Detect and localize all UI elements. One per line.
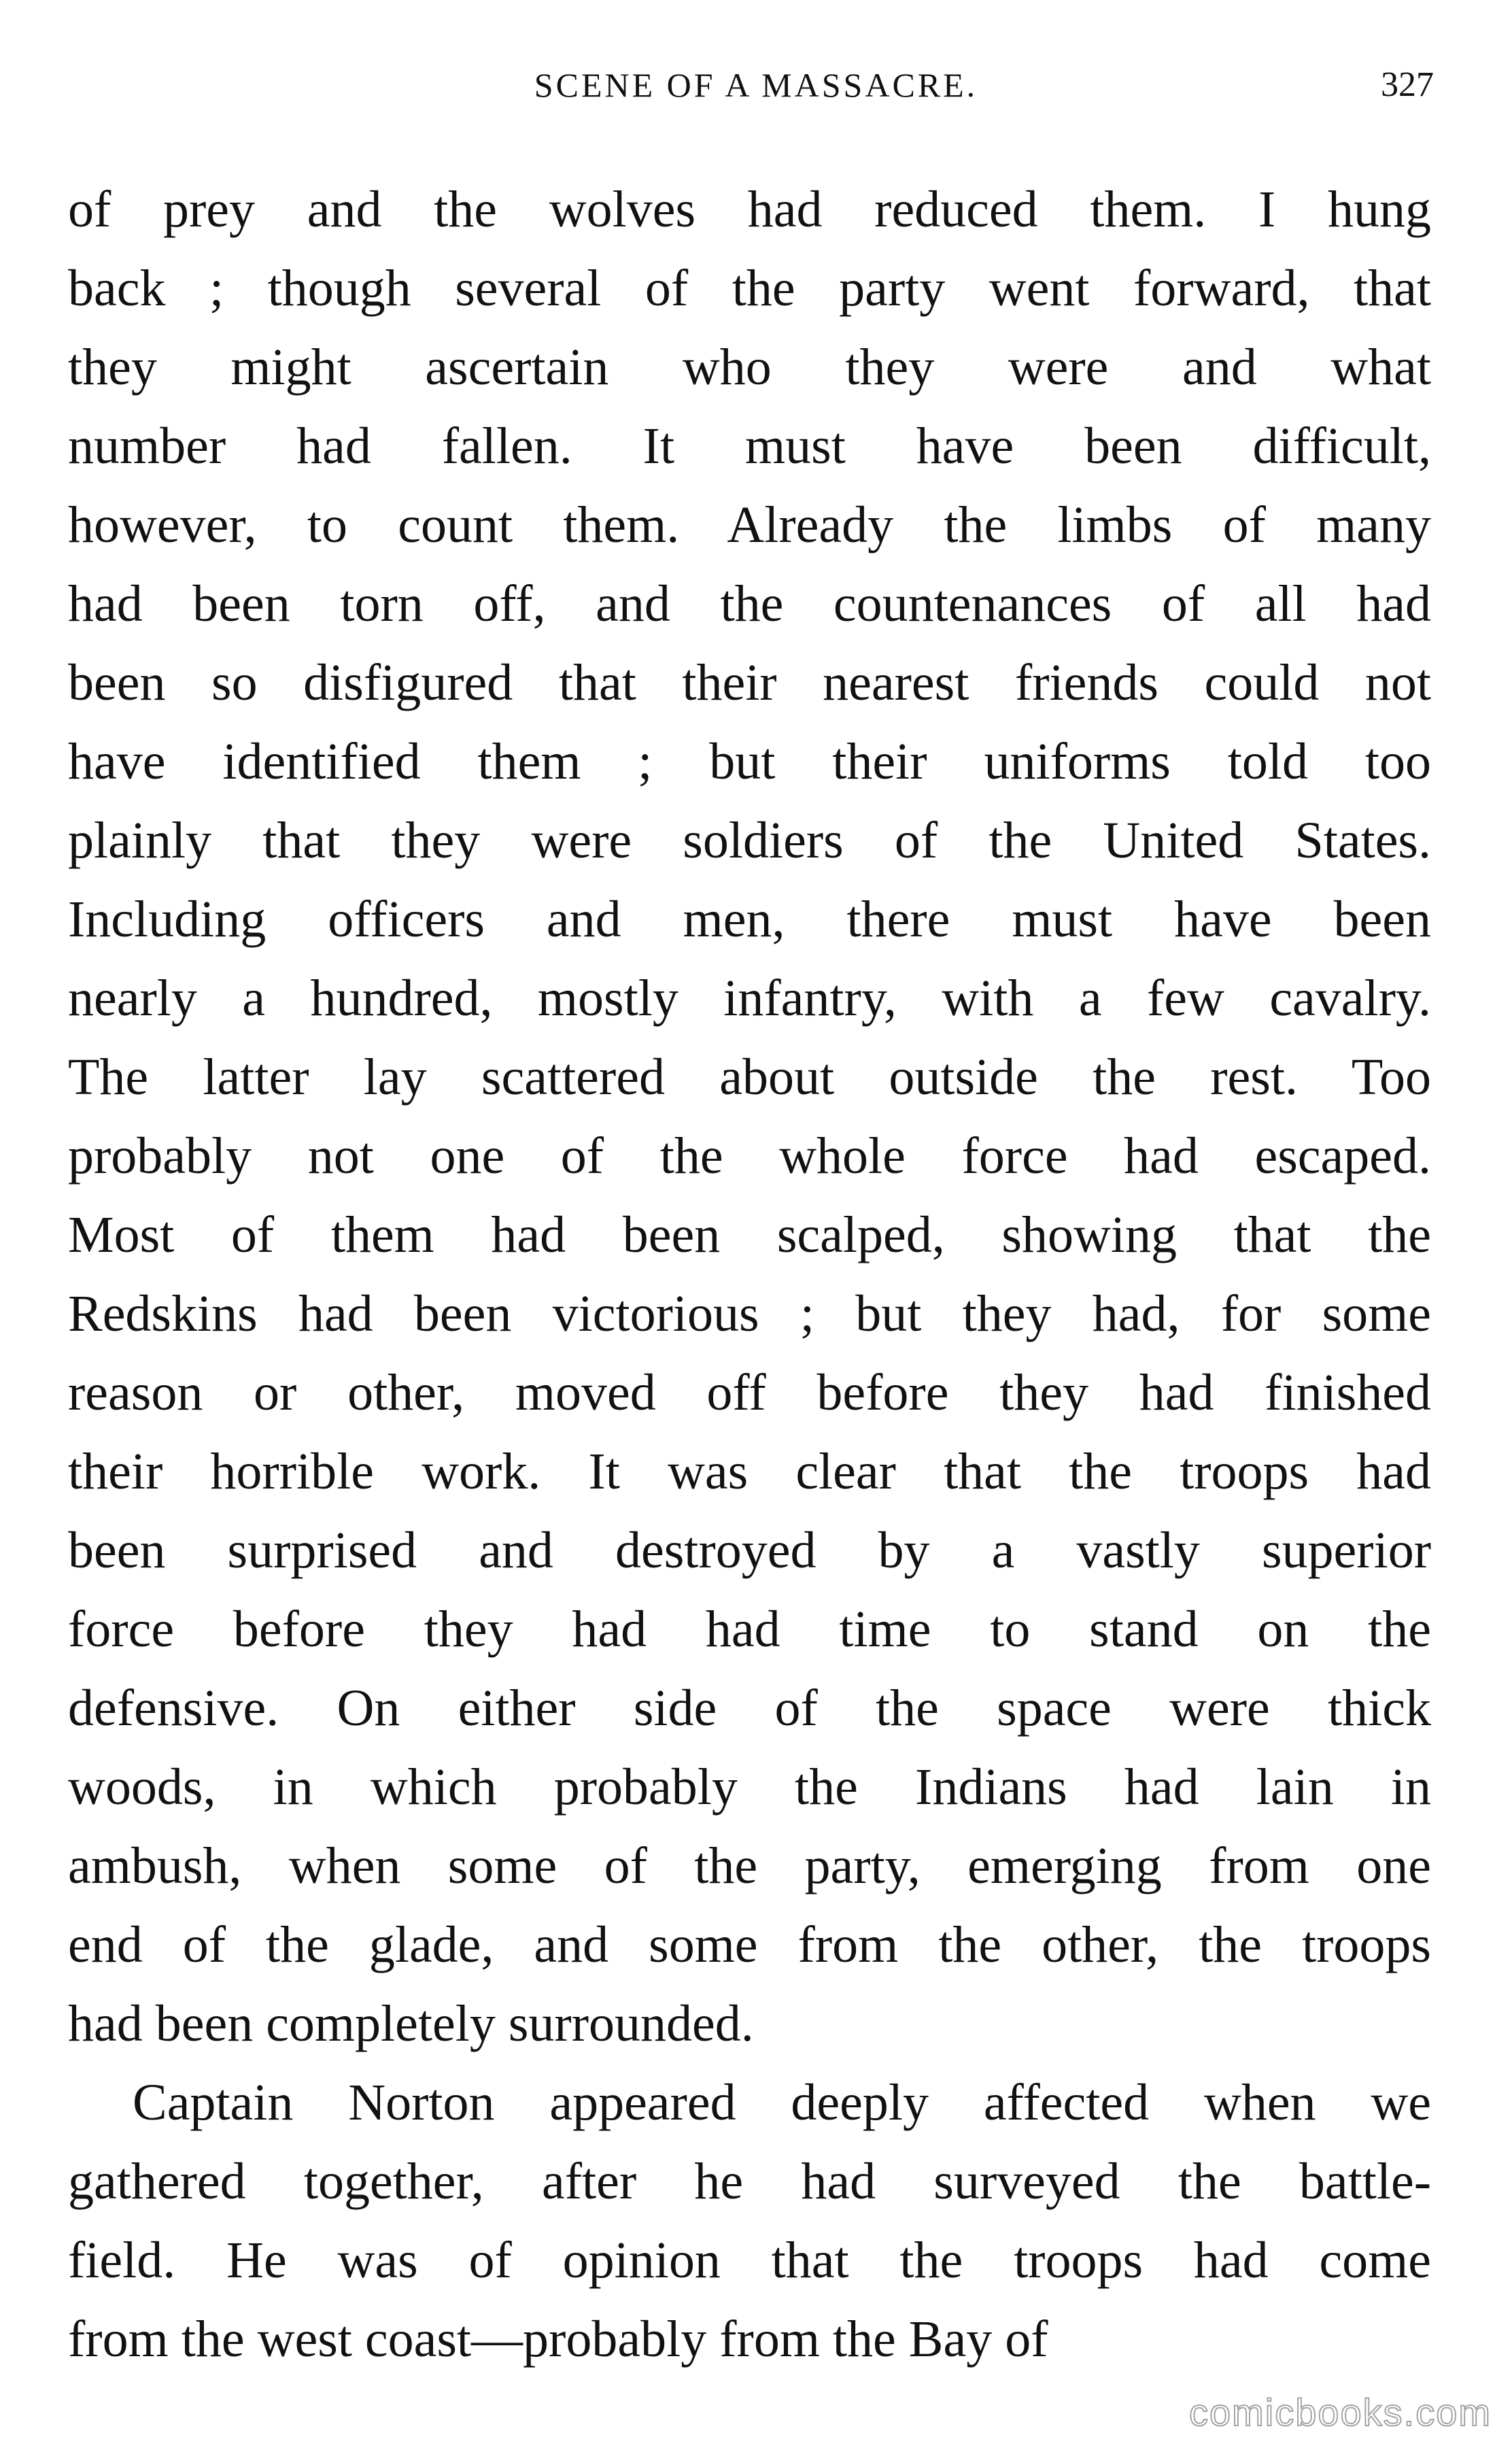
page-number: 327 — [1381, 65, 1434, 104]
body-text — [68, 170, 1431, 2379]
text-line: Including officers and men, there must have been — [68, 891, 1431, 948]
text-line: defensive. On either side of the space were thick — [68, 1680, 1431, 1737]
text-line: from the west coast—probably from the Bay of — [68, 2311, 1048, 2368]
text-line: force before they had had time to stand on the — [68, 1601, 1431, 1658]
text-line: they might ascertain who they were and what — [68, 339, 1431, 396]
text-line: of prey and the wolves had reduced them. I hung — [68, 181, 1431, 238]
text-line: field. He was of opinion that the troops had come — [68, 2232, 1431, 2289]
text-line: reason or other, moved off before they had finished — [68, 1364, 1431, 1421]
text-line: however, to count them. Already the limbs of many — [68, 496, 1431, 554]
text-line: number had fallen. It must have been difficult, — [68, 418, 1431, 475]
text-line: plainly that they were soldiers of the United States. — [68, 812, 1431, 869]
text-line: nearly a hundred, mostly infantry, with a few cavalry. — [68, 970, 1431, 1027]
running-head — [0, 61, 1512, 109]
text-line: had been completely surrounded. — [68, 1995, 754, 2052]
text-line: end of the glade, and some from the other, the troops — [68, 1916, 1431, 1973]
text-line: gathered together, after he had surveyed the battle- — [68, 2153, 1431, 2210]
text-line: Captain Norton appeared deeply affected when we — [133, 2074, 1431, 2131]
text-line: The latter lay scattered about outside the rest. Too — [68, 1049, 1431, 1106]
text-line: their horrible work. It was clear that the troops had — [68, 1443, 1431, 1500]
watermark-logo: comicbooks.com — [1188, 2391, 1492, 2434]
text-line: ambush, when some of the party, emerging from one — [68, 1837, 1431, 1894]
text-line: Redskins had been victorious ; but they had, for some — [68, 1285, 1431, 1342]
text-line: back ; though several of the party went forward, that — [68, 260, 1431, 317]
text-line: probably not one of the whole force had escaped. — [68, 1127, 1431, 1185]
text-line: been so disfigured that their nearest friends could not — [68, 654, 1431, 711]
text-line: had been torn off, and the countenances of all had — [68, 575, 1431, 632]
text-line: been surprised and destroyed by a vastly superior — [68, 1522, 1431, 1579]
running-title: SCENE OF A MASSACRE. — [534, 66, 978, 104]
text-line: woods, in which probably the Indians had lain in — [68, 1758, 1431, 1816]
text-line: Most of them had been scalped, showing that the — [68, 1206, 1431, 1263]
text-line: have identified them ; but their uniforms told too — [68, 733, 1431, 790]
